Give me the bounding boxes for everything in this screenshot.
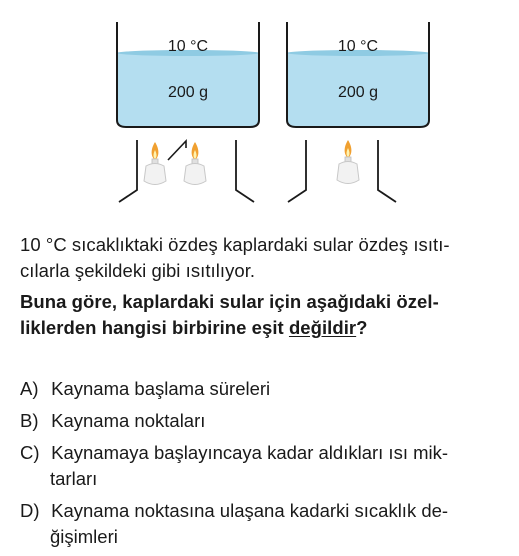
option-d[interactable] [20,498,448,550]
beaker-right [287,22,429,202]
prompt-suffix: ? [356,317,368,338]
burner-icon [184,142,206,185]
option-b[interactable] [20,408,205,434]
option-text: Kaynama noktaları [51,410,206,431]
option-text-continued: ğişimleri [50,526,118,547]
stand-leg-left-a [119,140,137,202]
beaker-right-temperature: 10 °C [337,38,379,55]
option-text-continued: tarları [50,468,98,489]
option-letter: A) [20,378,39,399]
option-text: Kaynama noktasına ulaşana kadarki sıcaklık de- [51,500,449,521]
beaker-left-temperature: 10 °C [167,38,209,55]
option-letter: D) [20,500,40,521]
stand-leg-right-b [378,140,396,202]
beaker-right-mass: 200 g [337,84,379,101]
question-prompt-line1: Buna göre, kaplardaki sular için aşağıdaki özel- [20,291,439,312]
option-text: Kaynama başlama süreleri [51,378,271,399]
stand-leg-left-b [236,140,254,202]
option-c[interactable] [20,440,448,492]
option-text: Kaynamaya başlayıncaya kadar aldıkları ısı mik- [51,442,449,463]
burner-icon [144,142,166,185]
question-prompt-line2 [20,315,368,341]
stand-leg-right-a [288,140,306,202]
burner-icon [337,140,359,184]
option-letter: B) [20,410,39,431]
experiment-figure [0,0,519,215]
stand-support-left [168,141,186,160]
option-letter: C) [20,442,40,463]
option-a[interactable] [20,376,270,402]
question-stem-line2: cılarla şekildeki gibi ısıtılıyor. [20,260,256,281]
beaker-left-mass: 200 g [167,84,209,101]
prompt-prefix: liklerden hangisi birbirine eşit [20,317,289,338]
prompt-emphasis: değildir [288,317,357,338]
beaker-left [117,22,259,202]
question-stem-line1: 10 °C sıcaklıktaki özdeş kaplardaki sular özdeş ısıtı- [20,234,450,255]
